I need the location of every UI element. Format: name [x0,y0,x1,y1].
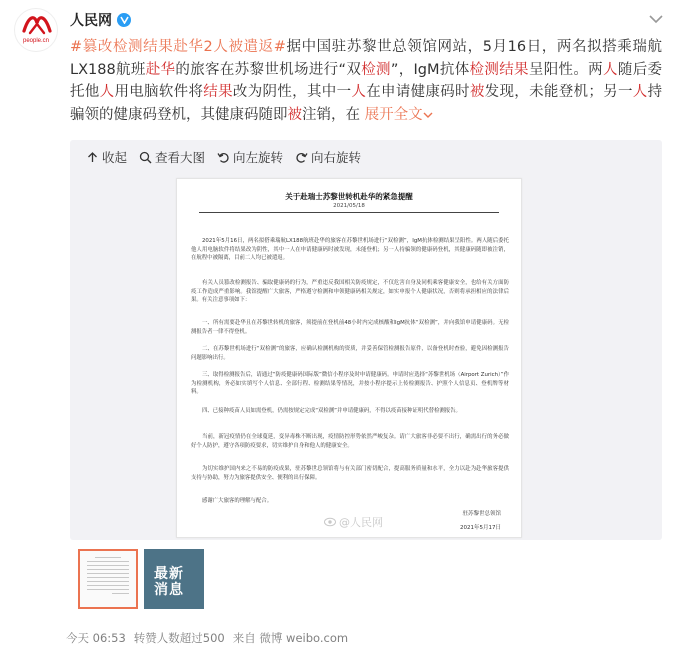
thumb-text-line [87,561,129,562]
keyword-highlight: 赴华 [145,61,176,78]
logo-site-text: people.cn [22,38,50,44]
expand-label: 展开全文 [364,106,423,123]
watermark-text: @人民网 [339,516,383,529]
rotate-right-label: 向右旋转 [311,150,362,165]
keyword-highlight: 检测 [361,61,391,78]
news-line-2: 消息 [154,582,184,598]
keyword-highlight: 人 [603,61,618,78]
account-name[interactable]: 人民网 [70,13,112,29]
chevron-down-icon [423,111,433,119]
collapse-button[interactable] [86,148,127,166]
document-sign-date: 2021年5月17日 [460,525,501,531]
thumb-text-line [87,581,129,582]
rotate-left-button[interactable] [217,148,283,166]
keyword-highlight: 人 [351,84,367,100]
post-text-segment: 的旅客在苏黎世机场进行“双 [175,61,362,78]
thumb-text-line [112,593,129,594]
document-paragraph: 三、取得检测报告后，请通过“防疫健康码国际版”微信小程序及时申请健康码。申请时应选择“苏黎世机场（Airport Zurich）”作为检测机构，务必如实填写个人信息、全部行程、检测结果等情况，并按小程序提示上传检测报告、护照个人信息页、登机牌等材料。 [191,372,509,396]
thumb-text-line [87,569,129,570]
verified-badge-icon [117,13,131,27]
latest-news-text [154,566,184,598]
post-text-segment: 随后委托他 [70,61,663,100]
post-text-segment: 持骗领的健康码登机，其健康码随即 [70,84,663,123]
document-paragraph: 2021年5月16日，两名拟搭乘瑞航LX188航班赴华的旅客在苏黎世机场进行“双检测”，IgM抗体检测结果呈阳性。两人随后委托他人用电脑软件将结果改为阴性，其中一人在申请健康码时被发现，未能登机；另一人持骗领的健康码登机，其健康码随即被注销，在航程中被隔离，目前二人均已被遣返。 [191,238,509,262]
thumb-text-line [87,589,129,590]
account-avatar[interactable] [14,8,58,52]
post-text-segment: 据中国驻苏黎世总领馆网站，5月16日，两名拟搭乘瑞航LX188航班 [70,39,662,78]
news-line-1: 最新 [154,566,184,582]
post-text-segment: 呈阳性。两 [528,61,604,78]
view-large-button[interactable] [139,148,205,166]
thumbnail-document-selected[interactable] [78,549,138,609]
keyword-highlight: 人 [632,84,648,100]
keyword-highlight: 检测结果 [469,61,529,78]
document-signature: 驻苏黎世总领馆 [462,511,501,517]
document-paragraph: 一、所有需要赴华且在苏黎世转机的旅客，须提前在登机前48小时内完成核酸和IgM抗体“双检测”，并向我馆申请健康码。无检测报告者一律不得登机。 [191,320,509,335]
hashtag-link[interactable]: #篡改检测结果赴华2人被遣返# [70,39,286,55]
rotate-right-button[interactable] [295,148,361,166]
document-paragraph: 感谢广大旅客的理解与配合。 [202,498,273,504]
document-divider [199,212,499,213]
post-text-segment: 在申请健康码时 [366,84,470,100]
rotate-right-icon [295,151,308,164]
document-paragraph: 四、已接种疫苗人员如需登机，仍需按规定完成“双检测”并申请健康码，不得以疫苗接种证明代替检测报告。 [202,408,461,414]
post-text-segment: 发现，未能登机；另一 [484,84,633,100]
chevron-down-icon[interactable] [646,12,666,26]
keyword-highlight: 被 [469,84,485,100]
arrow-up-icon [86,151,99,164]
document-paragraph: 当前，新冠疫情仍在全球蔓延，变异毒株不断出现，疫情防控形势依然严峻复杂。请广大旅客非必要不出行，确需出行的务必做好个人防护，遵守各项防疫要求，切实维护自身和他人的健康安全。 [191,434,509,449]
image-toolbar [86,148,361,166]
collapse-label: 收起 [102,150,128,165]
post-time[interactable]: 今天 06:53 [66,631,126,645]
post-source[interactable]: 来自 微博 weibo.com [232,631,349,645]
keyword-highlight: 人 [99,84,115,100]
post-footer [66,630,348,646]
view-large-label: 查看大图 [155,150,206,165]
thumb-text-line [95,557,120,558]
image-viewer [70,140,662,540]
thumb-text-line [87,577,129,578]
notice-document-image[interactable] [176,178,522,538]
thumbnail-latest-news[interactable] [144,549,204,609]
expand-full-text-link[interactable] [365,107,433,123]
image-watermark [324,514,383,530]
weibo-eye-icon [324,517,336,527]
people-daily-logo-icon [21,13,53,35]
post-text [70,36,662,126]
thumb-text-line [87,565,129,566]
magnifier-icon [139,151,152,164]
keyword-highlight: 结果 [203,84,233,100]
document-title: 关于赴瑞士苏黎世转机赴华的紧急提醒 [285,192,413,201]
post-text-segment: ”，IgM抗体 [390,61,470,78]
post-author [70,10,131,30]
repost-like-count: 转赞人数超过500 [133,631,225,645]
document-paragraph: 二、在苏黎世机场进行“双检测”的旅客，应确认检测机构的资质，并妥善保管检测报告原件，以备登机时查验，避免因检测报告问题影响出行。 [191,346,509,361]
thumb-text-line [87,585,129,586]
document-paragraph: 为切实维护国内来之不易的防疫成果，驻苏黎世总领馆将与有关部门密切配合，提高服务质量和水平，全力以赴为赴华旅客提供支持与协助，努力为旅客提供安全、便利的出行保障。 [191,466,509,481]
post-text-segment: 改为阴性，其中一 [232,84,352,100]
keyword-highlight: 被 [287,106,302,123]
post-text-segment: 注销，在 [302,106,360,123]
rotate-left-icon [217,151,230,164]
document-date: 2021/05/18 [333,203,365,209]
post-text-segment: 用电脑软件将 [114,84,204,100]
rotate-left-label: 向左旋转 [233,150,284,165]
thumb-text-line [87,573,129,574]
document-paragraph: 有关人员篡改检测报告、骗取健康码的行为，严重违反我国相关防疫规定，不仅危害自身及同机乘客健康安全，也给有关方面防疫工作造成严重影响。我馆提醒广大旅客，严格遵守检测和申领健康码相关规定，如实申报个人健康状况，否则将承担相应的法律后果。有关注意事项如下： [191,280,509,304]
image-thumbnails [78,549,204,609]
